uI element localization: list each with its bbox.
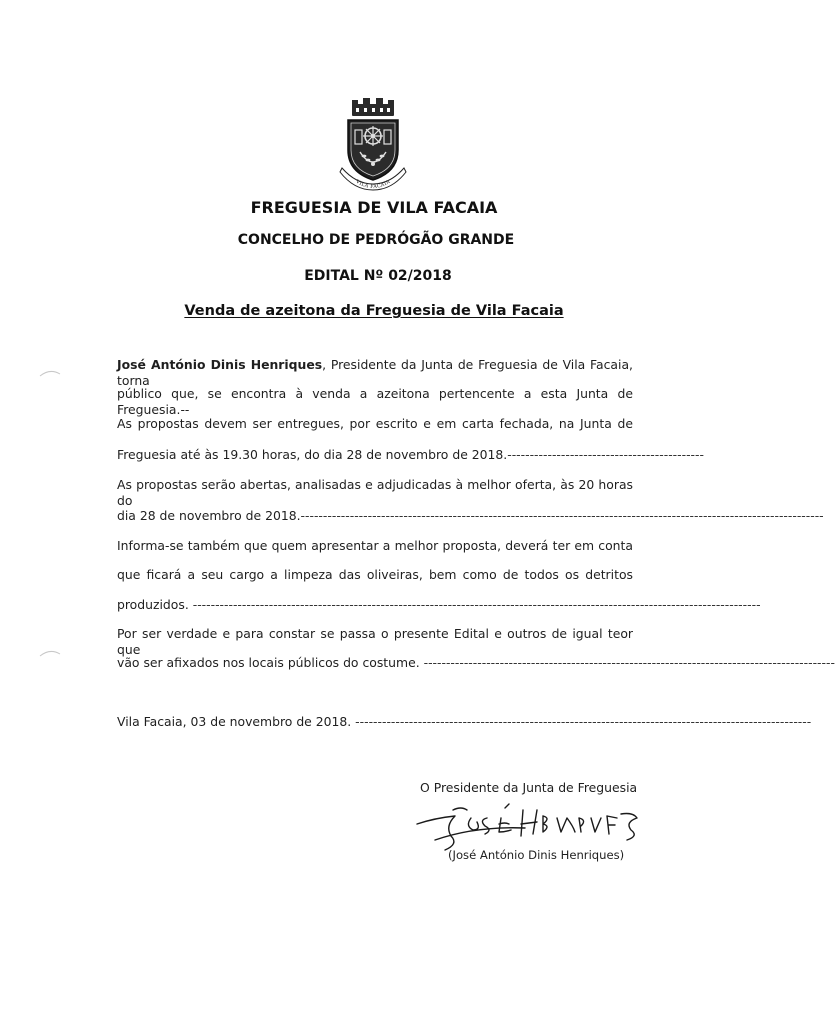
scan-mark-icon [38,648,62,658]
signatory-name: (José António Dinis Henriques) [448,848,625,862]
body-text: As propostas serão abertas, analisadas e adjudicadas à melhor oferta, às 20 horas do [117,477,633,508]
signature-title: O Presidente da Junta de Freguesia [420,780,638,795]
date-text: Vila Facaia, 03 de novembro de 2018. [117,714,356,729]
body-line [117,597,761,613]
body-text: Informa-se também que quem apresentar a melhor proposta, deverá ter em conta [117,538,633,553]
body-text: produzidos. [117,597,193,612]
body-text: dia 28 de novembro de 2018. [117,508,301,523]
edict-subject: Venda de azeitona da Freguesia de Vila Facaia [184,303,564,319]
scan-mark-icon [38,368,62,378]
body-line [117,357,633,388]
parish-title: FREGUESIA DE VILA FACAIA [250,198,498,217]
crest-ribbon-text: VILA FACAIA [354,178,392,191]
body-text: vão ser afixados nos locais públicos do costume. [117,655,424,670]
dash-filler: -------------------------------------------------------------------------------------------- [423,655,835,670]
dash-filler: -------------------------------------------- [507,447,704,462]
edict-number: EDITAL Nº 02/2018 [304,268,452,284]
body-line [117,477,633,508]
handwritten-signature-icon [415,796,650,856]
municipality-title: CONCELHO DE PEDRÓGÃO GRANDE [237,232,515,248]
body-line [117,567,633,583]
dash-filler: --------------------------------------------------------------------------------------------------------------------- [300,508,824,523]
date-line [117,714,812,730]
body-line [117,626,633,657]
body-line [117,447,704,463]
body-text: As propostas devem ser entregues, por escrito e em carta fechada, na Junta de [117,416,633,431]
body-text: público que, se encontra à venda a azeitona pertencente a esta Junta de Freguesia.-- [117,386,633,417]
coat-of-arms-icon [334,98,412,192]
body-line [117,386,633,417]
body-line [117,538,633,554]
dash-filler: ------------------------------------------------------------------------------------------------------ [355,714,812,729]
body-text: , Presidente da Junta de Freguesia de Vila Facaia, torna [117,357,633,388]
body-line [117,508,824,524]
dash-filler: ------------------------------------------------------------------------------------------------------------------------------- [192,597,761,612]
body-text: que ficará a seu cargo a limpeza das oliveiras, bem como de todos os detritos [117,567,633,582]
body-text: Por ser verdade e para constar se passa o presente Edital e outros de igual teor que [117,626,633,657]
president-name: José António Dinis Henriques [117,357,323,372]
body-line [117,655,835,671]
body-line [117,416,633,432]
body-text: Freguesia até às 19.30 horas, do dia 28 de novembro de 2018. [117,447,508,462]
